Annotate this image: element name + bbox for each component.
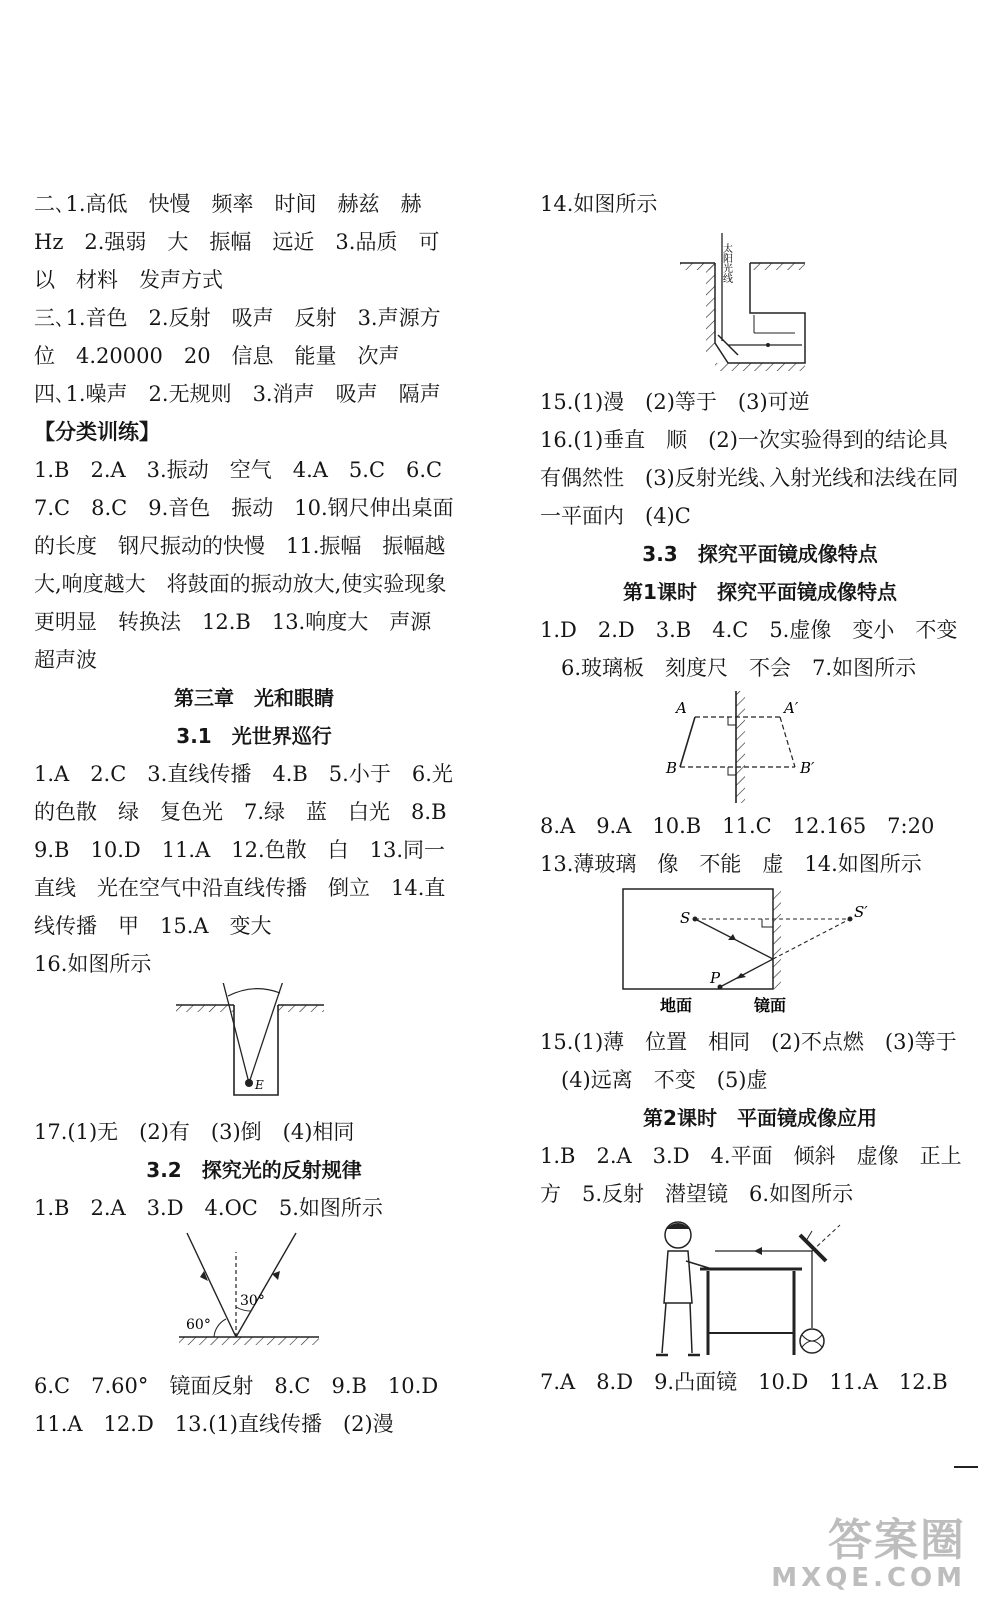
answer-line: 大,响度越大 将鼓面的振动放大,使实验现象 bbox=[34, 572, 447, 596]
answer-line: 16.(1)垂直 顺 (2)一次实验得到的结论具 bbox=[540, 428, 948, 452]
sunlight-label: 太阳光线 bbox=[720, 243, 732, 283]
periscope-diagram bbox=[540, 1213, 980, 1363]
page-corner-mark bbox=[954, 1466, 978, 1468]
answer-line: 有偶然性 (3)反射光线､入射光线和法线在同 bbox=[540, 466, 959, 490]
watermark-logo bbox=[771, 1515, 966, 1593]
answer-line: 1.B 2.A 3.D 4.OC 5.如图所示 bbox=[34, 1196, 383, 1220]
answer-line: 8.A 9.A 10.B 11.C 12.165 7:20 bbox=[540, 814, 935, 838]
section-title: 3.2 探究光的反射规律 bbox=[146, 1158, 362, 1182]
watermark-title: 答案圈 bbox=[828, 1515, 966, 1566]
point-label: B′ bbox=[800, 759, 815, 777]
answer-line: 6.C 7.60° 镜面反射 8.C 9.B 10.D bbox=[34, 1374, 439, 1398]
answer-line: 位 4.20000 20 信息 能量 次声 bbox=[34, 344, 400, 368]
well-diagram bbox=[34, 983, 474, 1113]
answer-line: 17.(1)无 (2)有 (3)倒 (4)相同 bbox=[34, 1120, 355, 1144]
point-label: S bbox=[680, 909, 691, 927]
answer-line: 一平面内 (4)C bbox=[540, 504, 691, 528]
answer-line: 线传播 甲 15.A 变大 bbox=[34, 914, 272, 938]
point-label: B bbox=[666, 759, 678, 777]
point-label: S′ bbox=[854, 903, 868, 921]
mirror-label: 镜面 bbox=[754, 996, 787, 1015]
answer-line: 7.A 8.D 9.凸面镜 10.D 11.A 12.B bbox=[540, 1370, 948, 1394]
answer-line: 16.如图所示 bbox=[34, 952, 152, 976]
answer-line: 1.D 2.D 3.B 4.C 5.虚像 变小 不变 bbox=[540, 618, 958, 642]
reflection-diagram bbox=[34, 1227, 474, 1367]
answer-line: 方 5.反射 潜望镜 6.如图所示 bbox=[540, 1182, 854, 1206]
point-label: A bbox=[676, 699, 687, 717]
answer-line: 15.(1)薄 位置 相同 (2)不点燃 (3)等于 bbox=[540, 1030, 957, 1054]
right-column bbox=[540, 185, 980, 1401]
section-title: 3.1 光世界巡行 bbox=[176, 724, 332, 748]
answer-line: 三､1.音色 2.反射 吸声 反射 3.声源方 bbox=[34, 306, 441, 330]
floor-label: 地面 bbox=[660, 996, 693, 1015]
answer-line: 以 材料 发声方式 bbox=[34, 268, 223, 292]
answer-line: 7.C 8.C 9.音色 振动 10.钢尺伸出桌面 bbox=[34, 496, 454, 520]
room-mirror-diagram bbox=[540, 883, 980, 1023]
answer-line: Hz 2.强弱 大 振幅 远近 3.品质 可 bbox=[34, 230, 440, 254]
answer-line: 13.薄玻璃 像 不能 虚 14.如图所示 bbox=[540, 852, 922, 876]
answer-line: 11.A 12.D 13.(1)直线传播 (2)漫 bbox=[34, 1412, 394, 1436]
section-title: 3.3 探究平面镜成像特点 bbox=[642, 542, 878, 566]
answer-line: 二､1.高低 快慢 频率 时间 赫兹 赫 bbox=[34, 192, 422, 216]
angle-label: 30° bbox=[240, 1293, 265, 1309]
mirror-image-diagram bbox=[540, 687, 980, 807]
answer-line: 直线 光在空气中沿直线传播 倒立 14.直 bbox=[34, 876, 446, 900]
answer-line: 更明显 转换法 12.B 13.响度大 声源 bbox=[34, 610, 432, 634]
answer-line: 1.B 2.A 3.D 4.平面 倾斜 虚像 正上 bbox=[540, 1144, 962, 1168]
answer-line: 四､1.噪声 2.无规则 3.消声 吸声 隔声 bbox=[34, 382, 441, 406]
lesson-title: 第1课时 探究平面镜成像特点 bbox=[623, 580, 897, 604]
point-label: E bbox=[255, 1078, 264, 1092]
point-label: A′ bbox=[784, 699, 799, 717]
lesson-title: 第2课时 平面镜成像应用 bbox=[643, 1106, 877, 1130]
watermark-url: MXQE.COM bbox=[771, 1563, 966, 1593]
sunlight-diagram bbox=[540, 223, 980, 383]
angle-label: 60° bbox=[186, 1317, 211, 1333]
section-heading: 【分类训练】 bbox=[34, 419, 160, 444]
point-label: P bbox=[710, 969, 721, 987]
chapter-title: 第三章 光和眼睛 bbox=[174, 686, 334, 710]
answer-line: 15.(1)漫 (2)等于 (3)可逆 bbox=[540, 390, 810, 414]
answer-line: (4)远离 不变 (5)虚 bbox=[540, 1068, 768, 1092]
answer-line: 超声波 bbox=[34, 648, 97, 672]
answer-line: 6.玻璃板 刻度尺 不会 7.如图所示 bbox=[540, 656, 917, 680]
answer-line: 的色散 绿 复色光 7.绿 蓝 白光 8.B bbox=[34, 800, 447, 824]
answer-line: 14.如图所示 bbox=[540, 192, 658, 216]
left-column bbox=[34, 185, 474, 1443]
answer-line: 的长度 钢尺振动的快慢 11.振幅 振幅越 bbox=[34, 534, 446, 558]
answer-line: 1.A 2.C 3.直线传播 4.B 5.小于 6.光 bbox=[34, 762, 453, 786]
answer-line: 9.B 10.D 11.A 12.色散 白 13.同一 bbox=[34, 838, 446, 862]
answer-line: 1.B 2.A 3.振动 空气 4.A 5.C 6.C bbox=[34, 458, 443, 482]
